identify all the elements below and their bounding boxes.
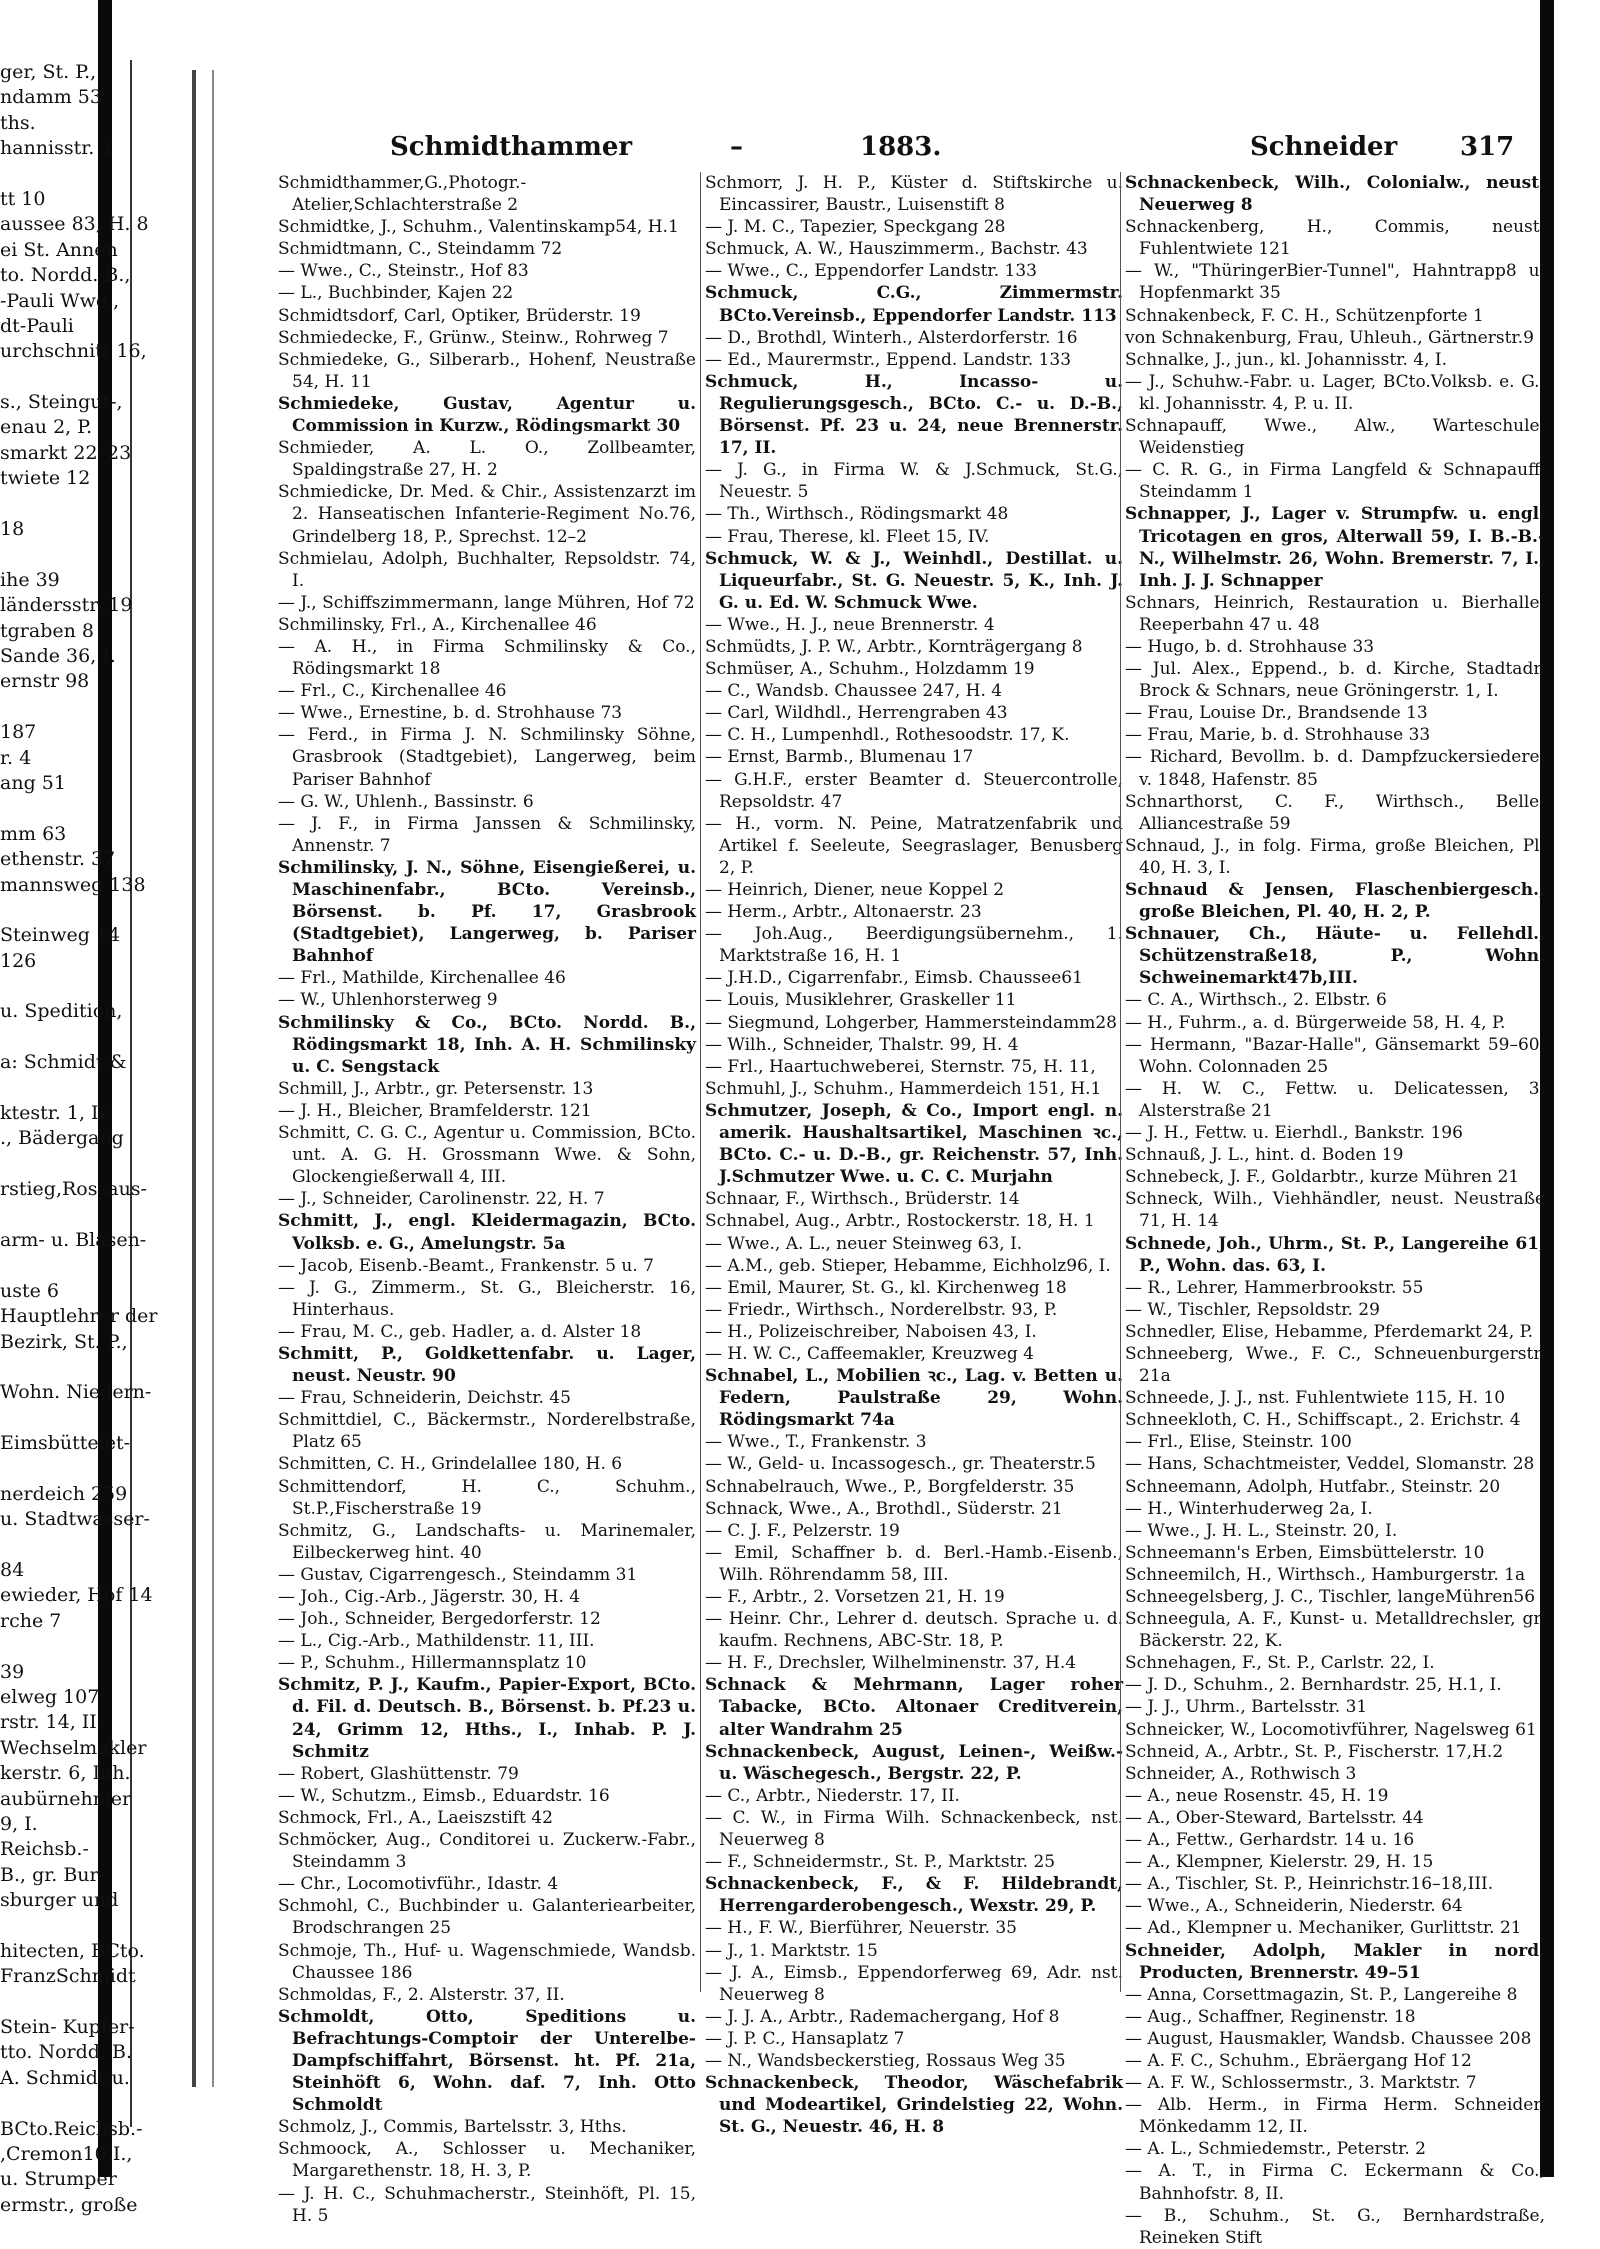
directory-entry: — Chr., Locomotivführ., Idastr. 4 (278, 1874, 559, 1895)
directory-entry: Schneider, Adolph, Makler in nord. Producten, Brennerstr. 49–51 (1125, 1940, 1545, 1983)
left-page-line: aussee 83, H. 8 (0, 213, 149, 236)
directory-entry: Schmilinsky, Frl., A., Kirchenallee 46 (278, 614, 597, 635)
directory-entry: Schneede, J. J., nst. Fuhlentwiete 115, H. 10 (1125, 1388, 1506, 1409)
directory-entry: — J. J., Uhrm., Bartelsstr. 31 (1125, 1697, 1368, 1718)
left-page-line (0, 1076, 130, 1101)
directory-entry: Schmuhl, J., Schuhm., Hammerdeich 151, H.1 (705, 1078, 1102, 1099)
directory-entry: Schneid, A., Arbtr., St. P., Fischerstr. 17,H.2 (1125, 1741, 1504, 1762)
directory-entry: — H., Winterhuderweg 2a, I. (1125, 1498, 1373, 1519)
directory-entry: Schmuck, H., Incasso- u. Regulierungsgesch., BCto. C.- u. D.-B., Börsenst. Pf. 23 u. 24, neue Brennerstr. 17, II. (705, 371, 1123, 459)
left-page-line: ewieder, Hof 14 (0, 1584, 153, 1607)
directory-entry: — Ferd., in Firma J. N. Schmilinsky Söhne, Grasbrook (Stadtgebiet), Langerweg, beim Pariser Bahnhof (278, 725, 696, 790)
directory-entry: Schmutzer, Joseph, & Co., Import engl. n. amerik. Haushaltsartikel, Maschinen ꝛc., BCto. C.- u. D.-B., gr. Reichenstr. 57, Inh. J.Schmutzer Wwe. u. C. C. Murjahn (705, 1100, 1123, 1188)
directory-entry: Schmitt, P., Goldkettenfabr. u. Lager, neust. Neustr. 90 (278, 1343, 696, 1387)
directory-entry: Schnapper, J., Lager v. Strumpfw. u. engl. Tricotagen en gros, Alterwall 59, I. B.-B.-N., Wilhelmstr. 26, Wohn. Bremerstr. 7, I., Inh. J. J. Schnapper (1125, 504, 1545, 591)
directory-entry: — A., Klempner, Kielerstr. 29, H. 15 (1125, 1852, 1434, 1873)
directory-entry: Schnack & Mehrmann, Lager roher Tabacke, BCto. Altonaer Creditverein, alter Wandrahm 25 (705, 1675, 1123, 1740)
left-page-line: ethenstr. 37 (0, 848, 116, 871)
directory-entry: — J. M. C., Tapezier, Speckgang 28 (705, 217, 1006, 238)
left-page-line: ang 51 (0, 771, 66, 794)
directory-entry: — J., 1. Marktstr. 15 (705, 1940, 878, 1961)
directory-entry: — F., Schneidermstr., St. P., Marktstr. 25 (705, 1852, 1056, 1873)
directory-entry: Schmitz, G., Landschafts- u. Marinemaler, Eilbeckerweg hint. 40 (278, 1520, 696, 1563)
directory-entry: — C., Arbtr., Niederstr. 17, II. (705, 1785, 960, 1806)
directory-entry: — J., Schneider, Carolinenstr. 22, H. 7 (278, 1189, 605, 1210)
directory-entry: — Frl., Mathilde, Kirchenallee 46 (278, 968, 566, 989)
directory-entry: Schneemilch, H., Wirthsch., Hamburgerstr. 1a (1125, 1564, 1526, 1585)
directory-entry: — Emil, Schaffner b. d. Berl.-Hamb.-Eisenb., Wilh. Röhrendamm 58, III. (705, 1542, 1123, 1585)
left-page-line: u. Strumper (0, 2168, 117, 2191)
directory-entry: — H., Fuhrm., a. d. Bürgerweide 58, H. 4, P. (1125, 1012, 1506, 1033)
directory-entry: — A., Tischler, St. P., Heinrichstr.16–18,III. (1125, 1874, 1494, 1895)
directory-entry: Schmielau, Adolph, Buchhalter, Repsoldstr. 74, I. (278, 548, 696, 591)
left-page-line (0, 1355, 130, 1380)
directory-entry: Schneemann's Erben, Eimsbüttelerstr. 10 (1125, 1542, 1485, 1563)
gutter-line (192, 70, 196, 2087)
directory-entry: Schnackenbeck, F., & F. Hildebrandt, Herrengarderobengesch., Wexstr. 29, P. (705, 1874, 1123, 1917)
left-page-line (0, 1914, 130, 1939)
left-page-line: u. Stadtwasser- (0, 1508, 150, 1531)
left-page-line (0, 542, 130, 567)
directory-entry: Schmill, J., Arbtr., gr. Petersenstr. 13 (278, 1078, 594, 1099)
left-page-line: rstr. 14, II. (0, 1711, 103, 1734)
directory-entry: — H. W. C., Caffeemakler, Kreuzweg 4 (705, 1343, 1034, 1364)
directory-entry: — L., Cig.-Arb., Mathildenstr. 11, III. (278, 1631, 595, 1652)
directory-entry: Schnackenbeck, August, Leinen-, Weißw.- u. Wäschegesch., Bergstr. 22, P. (705, 1741, 1123, 1784)
directory-entry: — J. H. C., Schuhmacherstr., Steinhöft, Pl. 15, H. 5 (278, 2183, 696, 2226)
directory-entry: Schmuck, C.G., Zimmermstr. BCto.Vereinsb., Eppendorfer Landstr. 113 (705, 283, 1123, 326)
left-page-line: a: Schmidt & (0, 1051, 127, 1074)
directory-entry: — Heinrich, Diener, neue Koppel 2 (705, 880, 1005, 900)
directory-entry: Schmieder, A. L. O., Zollbeamter, Spaldingstraße 27, H. 2 (278, 438, 696, 481)
left-page-line: tto. Nordd. B. (0, 2041, 133, 2064)
directory-entry: Schmüser, A., Schuhm., Holzdamm 19 (705, 659, 1035, 680)
directory-entry: Schnede, Joh., Uhrm., St. P., Langereihe 61, P., Wohn. das. 63, I. (1125, 1233, 1545, 1276)
directory-entry: Schneck, Wilh., Viehhändler, neust. Neustraße 71, H. 14 (1125, 1189, 1545, 1232)
directory-entry: — Robert, Glashüttenstr. 79 (278, 1763, 519, 1784)
directory-entry: Schmoldas, F., 2. Alsterstr. 37, II. (278, 1984, 565, 2005)
directory-entry: Schnabel, Aug., Arbtr., Rostockerstr. 18, H. 1 (705, 1211, 1095, 1232)
directory-entry: — J. G., Zimmerm., St. G., Bleicherstr. 16, Hinterhaus. (278, 1277, 696, 1320)
directory-entry: — J. H., Fettw. u. Eierhdl., Bankstr. 196 (1125, 1123, 1463, 1144)
directory-entry: — G.H.F., erster Beamter d. Steuercontrolle, Repsoldstr. 47 (705, 769, 1123, 812)
directory-entry: Schneeberg, Wwe., F. C., Schneuenburgerstr. 21a (1125, 1343, 1545, 1387)
directory-entry: — C., Wandsb. Chaussee 247, H. 4 (705, 681, 1003, 702)
left-page-line (0, 162, 130, 187)
directory-entry: — Ed., Maurermstr., Eppend. Landstr. 133 (705, 349, 1072, 370)
directory-entry: Schneegula, A. F., Kunst- u. Metalldrechsler, gr. Bäckerstr. 22, K. (1125, 1609, 1545, 1652)
directory-entry: Schnebeck, J. F., Goldarbtr., kurze Mühren 21 (1125, 1167, 1520, 1188)
directory-entry: — Joh., Cig.-Arb., Jägerstr. 30, H. 4 (278, 1587, 581, 1607)
directory-entry: Schnarthorst, C. F., Wirthsch., Belle-Alliancestraße 59 (1125, 791, 1545, 834)
left-page-line: 39 (0, 1660, 25, 1683)
directory-entry: — Louis, Musiklehrer, Graskeller 11 (705, 990, 1017, 1011)
left-page-line: Wohn. Niedern- (0, 1381, 152, 1404)
directory-entry: — J. J. A., Arbtr., Rademachergang, Hof 8 (705, 2006, 1060, 2027)
page-header (280, 132, 1530, 172)
directory-entry: — Wwe., A. L., neuer Steinweg 63, I. (705, 1233, 1023, 1254)
directory-entry: Schnabelrauch, Wwe., P., Borgfelderstr. 35 (705, 1476, 1075, 1497)
left-page-line: Bezirk, St. P., (0, 1330, 128, 1353)
left-page-line: kerstr. 6, Inh. (0, 1762, 131, 1785)
directory-entry: Schnehagen, F., St. P., Carlstr. 22, I. (1125, 1653, 1435, 1674)
left-page-line: Hauptlehrer der (0, 1305, 158, 1328)
left-page-line: BCto.Reichsb.- (0, 2117, 143, 2140)
directory-entry: Schmilinsky, J. N., Söhne, Eisengießerei, u. Maschinenfabr., BCto. Vereinsb., Börsenst. b. Pf. 17, Grasbrook (Stadtgebiet), Langerweg, b. Pariser Bahnhof (278, 857, 696, 967)
directory-entry: — H. W. C., Fettw. u. Delicatessen, 3. Alsterstraße 21 (1125, 1078, 1545, 1121)
directory-entry: Schmilinsky & Co., BCto. Nordd. B., Rödingsmarkt 18, Inh. A. H. Schmilinsky u. C. Sengstack (278, 1012, 696, 1077)
directory-entry: Schneegelsberg, J. C., Tischler, langeMühren56 (1125, 1587, 1536, 1607)
directory-entry: — Wwe., T., Frankenstr. 3 (705, 1432, 927, 1453)
left-page-line: arm- u. Blasen- (0, 1228, 147, 1251)
left-page-line (0, 898, 130, 923)
left-page-line (0, 1533, 130, 1558)
directory-entry: — A., neue Rosenstr. 45, H. 19 (1125, 1785, 1389, 1806)
directory-entry: — D., Brothdl, Winterh., Alsterdorferstr. 16 (705, 327, 1078, 348)
left-page-line: ger, St. P., (0, 61, 97, 83)
left-page-line: 18 (0, 518, 25, 541)
directory-entry: Schmitt, J., engl. Kleidermagazin, BCto. Volksb. e. G., Amelungstr. 5a (278, 1211, 696, 1254)
left-page-line (0, 1456, 130, 1481)
left-page-line: elweg 107 (0, 1686, 100, 1708)
directory-entry: — J. P. C., Hansaplatz 7 (705, 2028, 905, 2049)
directory-entry: — Frau, Schneiderin, Deichstr. 45 (278, 1388, 571, 1409)
left-page-line: ermstr., große (0, 2193, 138, 2216)
left-page-line: aubürnehmer (0, 1787, 132, 1810)
directory-entry: Schmittendorf, H. C., Schuhm., St.P.,Fischerstraße 19 (278, 1476, 696, 1519)
directory-entry: — Alb. Herm., in Firma Herm. Schneider, Mönkedamm 12, II. (1125, 2095, 1545, 2138)
left-page-line: FranzSchmidt (0, 1965, 136, 1988)
left-page-line: 187 (0, 721, 37, 744)
left-page-line: ndamm 53 (0, 86, 102, 109)
directory-entry: — B., Schuhm., St. G., Bernhardstraße, Reineken Stift (1125, 2205, 1545, 2248)
directory-entry: — Frl., C., Kirchenallee 46 (278, 681, 507, 702)
directory-entry: Schmiedeke, Gustav, Agentur u. Commission in Kurzw., Rödingsmarkt 30 (278, 393, 696, 437)
directory-entry: — W., Schutzm., Eimsb., Eduardstr. 16 (278, 1785, 610, 1806)
directory-entry: — J. F., in Firma Janssen & Schmilinsky, Annenstr. 7 (278, 813, 696, 856)
directory-entry: Schmidtke, J., Schuhm., Valentinskamp54, H.1 (278, 217, 679, 238)
directory-entry: — Ernst, Barmb., Blumenau 17 (705, 747, 974, 768)
directory-entry: — Frau, Louise Dr., Brandsende 13 (1125, 703, 1428, 724)
directory-entry: — F., Arbtr., 2. Vorsetzen 21, H. 19 (705, 1587, 1005, 1607)
left-page-line: 9, I. (0, 1812, 38, 1835)
directory-entry: Schmitten, C. H., Grindelallee 180, H. 6 (278, 1454, 623, 1475)
directory-entry: — J. G., in Firma W. & J.Schmuck, St.G., Neuestr. 5 (705, 460, 1123, 503)
directory-entry: Schmiedicke, Dr. Med. & Chir., Assistenzarzt im 2. Hanseatischen Infanterie-Regiment No.76, Grindelberg 18, P., Sprechst. 12–2 (278, 482, 696, 547)
directory-entry: Schneekloth, C. H., Schiffscapt., 2. Erichstr. 4 (1125, 1410, 1521, 1431)
header-left-title: Schmidthammer (390, 132, 633, 162)
left-page-line: sburger und (0, 1889, 119, 1912)
directory-entry: Schnauer, Ch., Häute- u. Fellehdl., Schützenstraße18, P., Wohn. Schweinemarkt47b,III. (1125, 924, 1545, 989)
left-page-line: to. Nordd. B., (0, 264, 131, 287)
directory-entry: — C. A., Wirthsch., 2. Elbstr. 6 (1125, 990, 1387, 1011)
left-page-line: dt-Pauli (0, 314, 74, 337)
directory-entry: — C. H., Lumpenhdl., Rothesoodstr. 17, K. (705, 725, 1070, 746)
directory-entry: Schmiedecke, F., Grünw., Steinw., Rohrweg 7 (278, 327, 669, 348)
directory-entry: Schmöcker, Aug., Conditorei u. Zuckerw.-Fabr., Steindamm 3 (278, 1830, 696, 1873)
directory-entry: — L., Buchbinder, Kajen 22 (278, 283, 514, 304)
left-page-line: enau 2, P. (0, 416, 93, 439)
left-page-line: ths. (0, 111, 36, 134)
directory-entry: — Emil, Maurer, St. G., kl. Kirchenweg 18 (705, 1277, 1067, 1298)
left-page-line: rche 7 (0, 1609, 62, 1632)
directory-entry: — A., Ober-Steward, Bartelsstr. 44 (1125, 1807, 1424, 1828)
left-page-line: tgraben 8 (0, 619, 94, 642)
left-page-line: uste 6 (0, 1279, 59, 1302)
left-page-line (0, 695, 130, 720)
directory-entry: — H., F. W., Bierführer, Neuerstr. 35 (705, 1918, 1017, 1939)
directory-entry: — W., Uhlenhorsterweg 9 (278, 990, 498, 1011)
directory-entry: — H., Polizeischreiber, Naboisen 43, I. (705, 1321, 1037, 1342)
directory-entry: — A. L., Schmiedemstr., Peterstr. 2 (1125, 2139, 1427, 2160)
left-page-line (0, 974, 130, 999)
directory-entry: — Joh.Aug., Beerdigungsübernehm., 1. Marktstraße 16, H. 1 (705, 924, 1123, 967)
directory-entry: — A. T., in Firma C. Eckermann & Co., Bahnhofstr. 8, II. (1125, 2161, 1545, 2204)
directory-entry: — J. D., Schuhm., 2. Bernhardstr. 25, H.1, I. (1125, 1675, 1502, 1696)
directory-entry: Schnackenberg, H., Commis, neust. Fuhlentwiete 121 (1125, 217, 1545, 260)
directory-entry: — J. H., Bleicher, Bramfelderstr. 121 (278, 1100, 592, 1121)
directory-entry: — R., Lehrer, Hammerbrookstr. 55 (1125, 1277, 1424, 1298)
header-year: 1883. (860, 132, 942, 162)
left-page-line: ihe 39 (0, 568, 60, 591)
directory-entry: — W., Geld- u. Incassogesch., gr. Theaterstr.5 (705, 1454, 1096, 1475)
left-page-line: Steinweg 14 (0, 924, 121, 947)
directory-entry: — Frau, M. C., geb. Hadler, a. d. Alster 18 (278, 1321, 642, 1342)
left-page-line: smarkt 22–23 (0, 441, 132, 464)
left-page-line: Sande 36, I. (0, 644, 116, 667)
left-page-line (0, 1203, 130, 1228)
directory-column-2 (700, 172, 1123, 2138)
directory-entry: Schnackenbeck, Wilh., Colonialw., neust. Neuerweg 8 (1125, 173, 1545, 216)
directory-entry: — J., Schiffszimmermann, lange Mühren, Hof 72 (278, 592, 695, 613)
directory-entry: — A., Fettw., Gerhardstr. 14 u. 16 (1125, 1830, 1415, 1851)
left-page-line: tt 10 (0, 187, 46, 210)
directory-entry: Schnedler, Elise, Hebamme, Pferdemarkt 24, P. (1125, 1321, 1534, 1342)
directory-entry: Schnaud, J., in folg. Firma, große Bleichen, Pl. 40, H. 3, I. (1125, 835, 1545, 878)
directory-entry: Schmoock, A., Schlosser u. Mechaniker, Margarethenstr. 18, H. 3, P. (278, 2139, 696, 2182)
left-page-line: ., Bädergang (0, 1127, 124, 1150)
left-page-line: Reichsb.- (0, 1838, 89, 1861)
directory-entry: — J.H.D., Cigarrenfabr., Eimsb. Chaussee61 (705, 968, 1083, 989)
left-page-line: A. Schmidt u. (0, 2066, 130, 2089)
directory-entry: — W., "ThüringerBier-Tunnel", Hahntrapp8 u. Hopfenmarkt 35 (1125, 261, 1545, 304)
directory-entry: — N., Wandsbeckerstieg, Rossaus Weg 35 (705, 2050, 1066, 2071)
left-page-line (0, 1025, 130, 1050)
directory-entry: — G. W., Uhlenh., Bassinstr. 6 (278, 791, 534, 812)
left-page-line (0, 2091, 130, 2116)
directory-entry: — Th., Wirthsch., Rödingsmarkt 48 (705, 504, 1009, 525)
directory-entry: — Richard, Bevollm. b. d. Dampfzuckersiederei v. 1848, Hafenstr. 85 (1125, 747, 1545, 790)
header-dash: – (730, 132, 743, 162)
directory-entry: — C. R. G., in Firma Langfeld & Schnapauff, Steindamm 1 (1125, 460, 1545, 503)
directory-entry: Schmorr, J. H. P., Küster d. Stiftskirche u. Eincassirer, Baustr., Luisenstift 8 (705, 173, 1123, 216)
directory-entry: von Schnakenburg, Frau, Uhleuh., Gärtnerstr.9 (1125, 327, 1534, 348)
directory-entry: — H. F., Drechsler, Wilhelminenstr. 37, H.4 (705, 1653, 1077, 1674)
directory-entry: Schmiedeke, G., Silberarb., Hohenf, Neustraße 54, H. 11 (278, 349, 696, 392)
directory-entry: — Hans, Schachtmeister, Veddel, Slomanstr. 28 (1125, 1454, 1535, 1475)
directory-entry: Schmidtsdorf, Carl, Optiker, Brüderstr. 19 (278, 305, 641, 326)
directory-entry: — Siegmund, Lohgerber, Hammersteindamm28 (705, 1012, 1117, 1033)
left-page-line: s., Steingut-, (0, 391, 123, 414)
directory-entry: Schnackenbeck, Theodor, Wäschefabrik und Modeartikel, Grindelstieg 22, Wohn. St. G., Neuestr. 46, H. 8 (705, 2073, 1123, 2138)
directory-entry: — Jacob, Eisenb.-Beamt., Frankenstr. 5 u. 7 (278, 1255, 654, 1276)
directory-entry: — Carl, Wildhdl., Herrengraben 43 (705, 703, 1008, 724)
left-page-line: twiete 12 (0, 467, 91, 490)
left-page-line (0, 796, 130, 821)
left-page-line (0, 365, 130, 390)
left-page-line: Wechselmakler (0, 1736, 147, 1759)
directory-entry: — A. F. W., Schlossermstr., 3. Marktstr. 7 (1125, 2073, 1477, 2094)
left-page-line: u. Spedition, (0, 1000, 123, 1023)
directory-entry: — Gustav, Cigarrengesch., Steindamm 31 (278, 1564, 638, 1585)
directory-entry: — Heinr. Chr., Lehrer d. deutsch. Sprache u. d. kaufm. Rechnens, ABC-Str. 18, P. (705, 1609, 1123, 1652)
directory-entry: Schnalke, J., jun., kl. Johannisstr. 4, I. (1125, 349, 1447, 370)
left-page-line (0, 1152, 130, 1177)
directory-entry: — A. F. C., Schuhm., Ebräergang Hof 12 (1125, 2050, 1472, 2071)
directory-entry: Schnaud & Jensen, Flaschenbiergesch., große Bleichen, Pl. 40, H. 2, P. (1125, 880, 1545, 923)
directory-entry: — Wilh., Schneider, Thalstr. 99, H. 4 (705, 1034, 1019, 1055)
gutter-line-inner (212, 70, 214, 2087)
directory-entry: Schnabel, L., Mobilien ꝛc., Lag. v. Betten u. Federn, Paulstraße 29, Wohn. Rödingsmarkt 74a (705, 1366, 1123, 1431)
directory-entry: Schneemann, Adolph, Hutfabr., Steinstr. 20 (1125, 1476, 1501, 1497)
directory-entry: — J., Schuhw.-Fabr. u. Lager, BCto.Volksb. e. G., kl. Johannisstr. 4, P. u. II. (1125, 371, 1545, 414)
left-page-line (0, 492, 130, 517)
directory-entry: — Frau, Therese, kl. Fleet 15, IV. (705, 526, 990, 547)
directory-entry: — Herm., Arbtr., Altonaerstr. 23 (705, 902, 982, 923)
left-page-fragment (0, 60, 158, 2216)
header-right-title: Schneider (1250, 132, 1398, 162)
left-page-line (0, 1634, 130, 1659)
directory-entry: — Joh., Schneider, Bergedorferstr. 12 (278, 1609, 601, 1630)
directory-entry: Schmohl, C., Buchbinder u. Galanteriearbeiter, Brodschrangen 25 (278, 1896, 696, 1939)
left-page-line: 126 (0, 949, 37, 972)
directory-entry: Schmidthammer,G.,Photogr.-Atelier,Schlachterstraße 2 (278, 173, 527, 216)
left-page-line (0, 1253, 130, 1278)
directory-entry: — Wwe., C., Eppendorfer Landstr. 133 (705, 261, 1037, 282)
directory-entry: Schmüdts, J. P. W., Arbtr., Kornträgergang 8 (705, 636, 1083, 657)
directory-entry: — Wwe., C., Steinstr., Hof 83 (278, 261, 529, 282)
directory-entry: — Wwe., J. H. L., Steinstr. 20, I. (1125, 1520, 1398, 1541)
page-number: 317 (1460, 132, 1515, 162)
directory-entry: Schmitz, P. J., Kaufm., Papier-Export, BCto. d. Fil. d. Deutsch. B., Börsenst. b. Pf.23 u. 24, Grimm 12, Hths., I., Inhab. P. J. Schmitz (278, 1675, 696, 1762)
directory-entry: Schmock, Frl., A., Laeiszstift 42 (278, 1807, 553, 1828)
directory-entry: Schnapauff, Wwe., Alw., Warteschule, Weidenstieg (1125, 416, 1545, 459)
directory-entry: — Hugo, b. d. Strohhause 33 (1125, 636, 1375, 657)
directory-entry: Schmuck, W. & J., Weinhdl., Destillat. u. Liqueurfabr., St. G. Neuestr. 5, K., Inh. J. G. u. Ed. W. Schmuck Wwe. (705, 548, 1123, 613)
directory-entry: Schnakenbeck, F. C. H., Schützenpforte 1 (1125, 305, 1484, 326)
directory-entry: Schneicker, W., Locomotivführer, Nagelsweg 61 (1125, 1719, 1537, 1740)
left-page-line: Eimsbüttelet- (0, 1432, 131, 1455)
directory-entry: — Frl., Elise, Steinstr. 100 (1125, 1432, 1352, 1453)
directory-entry: — Anna, Corsettmagazin, St. P., Langereihe 8 (1125, 1984, 1518, 2005)
directory-entry: — Wwe., A., Schneiderin, Niederstr. 64 (1125, 1896, 1463, 1917)
directory-entry: Schmoje, Th., Huf- u. Wagenschmiede, Wandsb. Chaussee 186 (278, 1940, 696, 1983)
directory-column-3 (1120, 172, 1545, 2248)
directory-entry: — Ad., Klempner u. Mechaniker, Gurlittstr. 21 (1125, 1918, 1522, 1939)
left-page-line: hitecten, BCto. (0, 1939, 145, 1962)
left-page-line: 84 (0, 1559, 25, 1582)
directory-entry: — A. H., in Firma Schmilinsky & Co., Rödingsmarkt 18 (278, 636, 696, 680)
left-page-line: -Pauli Wwe., (0, 289, 120, 312)
directory-entry: — Hermann, "Bazar-Halle", Gänsemarkt 59–60, Wohn. Colonnaden 25 (1125, 1034, 1545, 1077)
left-page-line: Stein- Kupfer- (0, 2016, 135, 2039)
directory-entry: — J. A., Eimsb., Eppendorferweg 69, Adr. nst. Neuerweg 8 (705, 1962, 1123, 2005)
directory-entry: Schmidtmann, C., Steindamm 72 (278, 239, 563, 260)
left-page-line (0, 1990, 130, 2015)
left-page-line: ,Cremon10,I., (0, 2143, 133, 2166)
directory-entry: — C. J. F., Pelzerstr. 19 (705, 1520, 900, 1541)
directory-entry: — Wwe., H. J., neue Brennerstr. 4 (705, 614, 995, 635)
directory-entry: Schnaar, F., Wirthsch., Brüderstr. 14 (705, 1189, 1020, 1210)
directory-column-1 (278, 172, 696, 2226)
left-page-line: B., gr. Bur- (0, 1863, 106, 1886)
left-page-line: ktestr. 1, II. (0, 1102, 113, 1125)
directory-entry: Schneider, A., Rothwisch 3 (1125, 1763, 1357, 1784)
directory-entry: — Friedr., Wirthsch., Norderelbstr. 93, P. (705, 1299, 1058, 1320)
left-page-line: urchschnitt 16, (0, 340, 147, 363)
directory-entry: — W., Tischler, Repsoldstr. 29 (1125, 1299, 1380, 1320)
left-page-line: rstieg,Rossaus- (0, 1178, 147, 1201)
directory-entry: — Frau, Marie, b. d. Strohhause 33 (1125, 725, 1431, 746)
directory-entry: Schmolz, J., Commis, Bartelsstr. 3, Hths. (278, 2117, 627, 2138)
directory-entry: — A.M., geb. Stieper, Hebamme, Eichholz96, I. (705, 1255, 1111, 1276)
left-page-line: nerdeich 259 (0, 1482, 128, 1505)
directory-entry: — Frl., Haartuchweberei, Sternstr. 75, H. 11, (705, 1056, 1096, 1077)
directory-entry: — H., vorm. N. Peine, Matratzenfabrik und Artikel f. Seeleute, Seegraslager, Benusberg 2, P. (705, 813, 1123, 878)
directory-entry: Schnars, Heinrich, Restauration u. Bierhalle, Reeperbahn 47 u. 48 (1125, 592, 1545, 635)
directory-entry: Schmuck, A. W., Hauszimmerm., Bachstr. 43 (705, 239, 1088, 260)
left-page-line: ländersstr. 19 (0, 594, 133, 617)
left-page-line: mm 63 (0, 822, 67, 845)
directory-entry: Schnack, Wwe., A., Brothdl., Süderstr. 21 (705, 1498, 1063, 1519)
left-page-line: mannsweg 138 (0, 873, 146, 896)
left-page-line (0, 1406, 130, 1431)
directory-entry: — C. W., in Firma Wilh. Schnackenbeck, nst. Neuerweg 8 (705, 1807, 1123, 1851)
directory-entry: Schnauß, J. L., hint. d. Boden 19 (1125, 1145, 1404, 1166)
directory-entry: — Wwe., Ernestine, b. d. Strohhause 73 (278, 703, 623, 724)
left-page-line: hannisstr. 3 (0, 137, 113, 160)
left-page-line: ernstr 98 (0, 670, 90, 693)
left-page-line: r. 4 (0, 746, 32, 769)
directory-entry: — Jul. Alex., Eppend., b. d. Kirche, Stadtadr. Brock & Schnars, neue Gröningerstr. 1, I. (1125, 659, 1545, 702)
directory-entry: Schmittdiel, C., Bäckermstr., Norderelbstraße, Platz 65 (278, 1410, 696, 1453)
directory-entry: — Aug., Schaffner, Reginenstr. 18 (1125, 2006, 1416, 2027)
left-page-line: ei St. Annen (0, 238, 118, 261)
directory-entry: Schmitt, C. G. C., Agentur u. Commission, BCto. unt. A. G. H. Grossmann Wwe. & Sohn, Glockengießerwall 4, III. (278, 1123, 696, 1188)
directory-entry: Schmoldt, Otto, Speditions u. Befrachtungs-Comptoir der Unterelbe-Dampfschiffahrt, Börsenst. ht. Pf. 21a, Steinhöft 6, Wohn. daf. 7, Inh. Otto Schmoldt (278, 2006, 696, 2116)
directory-entry: — August, Hausmakler, Wandsb. Chaussee 208 (1125, 2028, 1532, 2049)
directory-entry: — P., Schuhm., Hillermannsplatz 10 (278, 1653, 587, 1674)
